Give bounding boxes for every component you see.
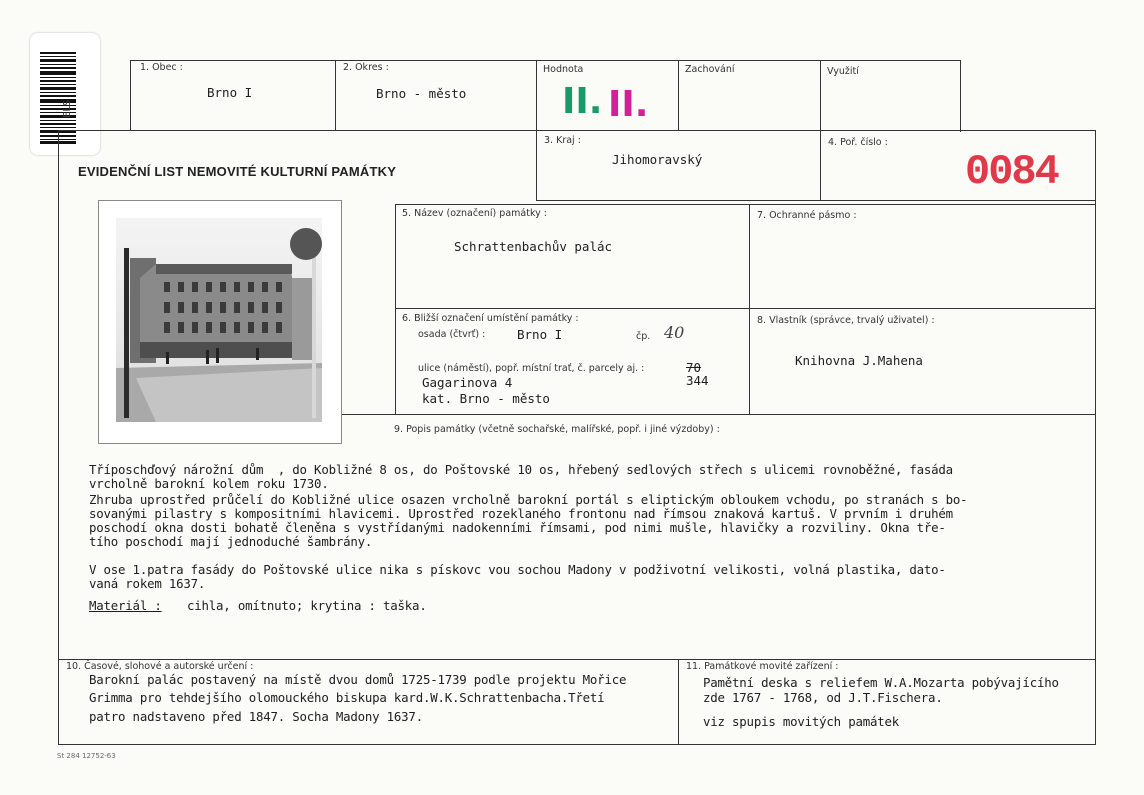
obec-value: Brno I xyxy=(207,85,253,100)
casove-urceni-label: 10. Časové, slohové a autorské určení : xyxy=(66,661,254,672)
parcel-old-value: 70 xyxy=(686,360,702,375)
popis-line: poschodí okna dosti bohatě členěna s vystřídanými nadokenními římsami, pod nimi mušle, hlavičky a rozviliny. Okna tře- xyxy=(89,520,946,535)
movite-line: viz spupis movitých památek xyxy=(703,714,900,729)
popis-line: Zhruba uprostřed průčelí do Kobližné ulice osazen vrcholně barokní portál s eliptickým obloukem vchodu, po stranách s bo- xyxy=(89,492,968,507)
popis-line: vrcholně barokní kolem roku 1730. xyxy=(89,476,329,491)
por-cislo-label: 4. Poř. číslo : xyxy=(828,137,888,148)
ulice-label: ulice (náměstí), popř. místní trať, č. parcely aj. : xyxy=(418,363,645,374)
popis-label: 9. Popis památky (včetně sochařské, malířské, popř. i jiné výzdoby) : xyxy=(394,424,720,435)
cp-label: čp. xyxy=(636,331,651,342)
okres-label: 2. Okres : xyxy=(343,62,389,73)
popis-line: V ose 1.patra fasády do Poštovské ulice nika s pískovc vou sochou Madony v podživotní velikosti, volná plastika, dato- xyxy=(89,562,946,577)
popis-line: tího poschodí mají jednoduché šambrány. xyxy=(89,534,373,549)
hodnota-mark-green: II. xyxy=(562,81,603,122)
casove-line: patro nadstaveno před 1847. Socha Madony 1637. xyxy=(89,709,423,724)
osada-value: Brno I xyxy=(517,327,563,342)
obec-label: 1. Obec : xyxy=(140,62,183,73)
street-value: Gagarinova 4 xyxy=(422,375,513,390)
movite-zarizeni-label: 11. Památkové movité zařízení : xyxy=(686,661,839,672)
form-title: EVIDENČNÍ LIST NEMOVITÉ KULTURNÍ PAMÁTKY xyxy=(78,164,397,179)
vlastnik-value: Knihovna J.Mahena xyxy=(795,353,923,368)
material-value: cihla, omítnuto; krytina : taška. xyxy=(187,598,427,613)
osada-label: osada (čtvrť) : xyxy=(418,329,486,340)
print-code: St 284 12752-63 xyxy=(57,752,116,760)
building-photo xyxy=(116,218,322,422)
barcode-label-text: ELS xyxy=(62,99,73,118)
nazev-label: 5. Název (označení) památky : xyxy=(402,208,547,219)
zachovani-label: Zachování xyxy=(685,64,735,75)
vlastnik-label: 8. Vlastník (správce, trvalý uživatel) : xyxy=(757,315,935,326)
hodnota-mark-magenta: II. xyxy=(608,84,649,125)
popis-line: Tříposchďový nárožní dům , do Kobližné 8 os, do Poštovské 10 os, hřebený sedlových střech s ulicemi rovnoběžné, fasáda xyxy=(89,462,953,477)
ochranne-pasmo-label: 7. Ochranné pásmo : xyxy=(757,210,857,221)
kraj-label: 3. Kraj : xyxy=(544,135,581,146)
casove-line: Grimma pro tehdejšího olomouckého biskupa kard.W.K.Schrattenbacha.Třetí xyxy=(89,690,605,705)
movite-line: Pamětní deska s reliefem W.A.Mozarta pobývajícího xyxy=(703,675,1059,690)
material-label: Materiál : xyxy=(89,598,162,613)
popis-line: sovanými pilastry s kompositními hlavicemi. Uprostřed rozeklaného frontonu nad římsou znaková kartuš. V prvním i druhém xyxy=(89,506,953,521)
popis-line: vaná rokem 1637. xyxy=(89,576,206,591)
vyuziti-label: Využití xyxy=(827,66,859,77)
casove-line: Barokní palác postavený na místě dvou domů 1725-1739 podle projektu Mořice xyxy=(89,672,627,687)
parcel-new-value: 344 xyxy=(686,373,709,388)
kraj-value: Jihomoravský xyxy=(612,152,703,167)
nazev-value: Schrattenbachův palác xyxy=(454,239,613,254)
registry-number: 0084 xyxy=(965,148,1058,196)
cadastre-value: kat. Brno - město xyxy=(422,391,550,406)
blizsi-oznaceni-label: 6. Bližší označení umístění památky : xyxy=(402,313,579,324)
cp-value: 40 xyxy=(664,323,685,342)
okres-value: Brno - město xyxy=(376,86,467,101)
hodnota-label: Hodnota xyxy=(543,64,584,75)
movite-line: zde 1767 - 1768, od J.T.Fischera. xyxy=(703,690,943,705)
